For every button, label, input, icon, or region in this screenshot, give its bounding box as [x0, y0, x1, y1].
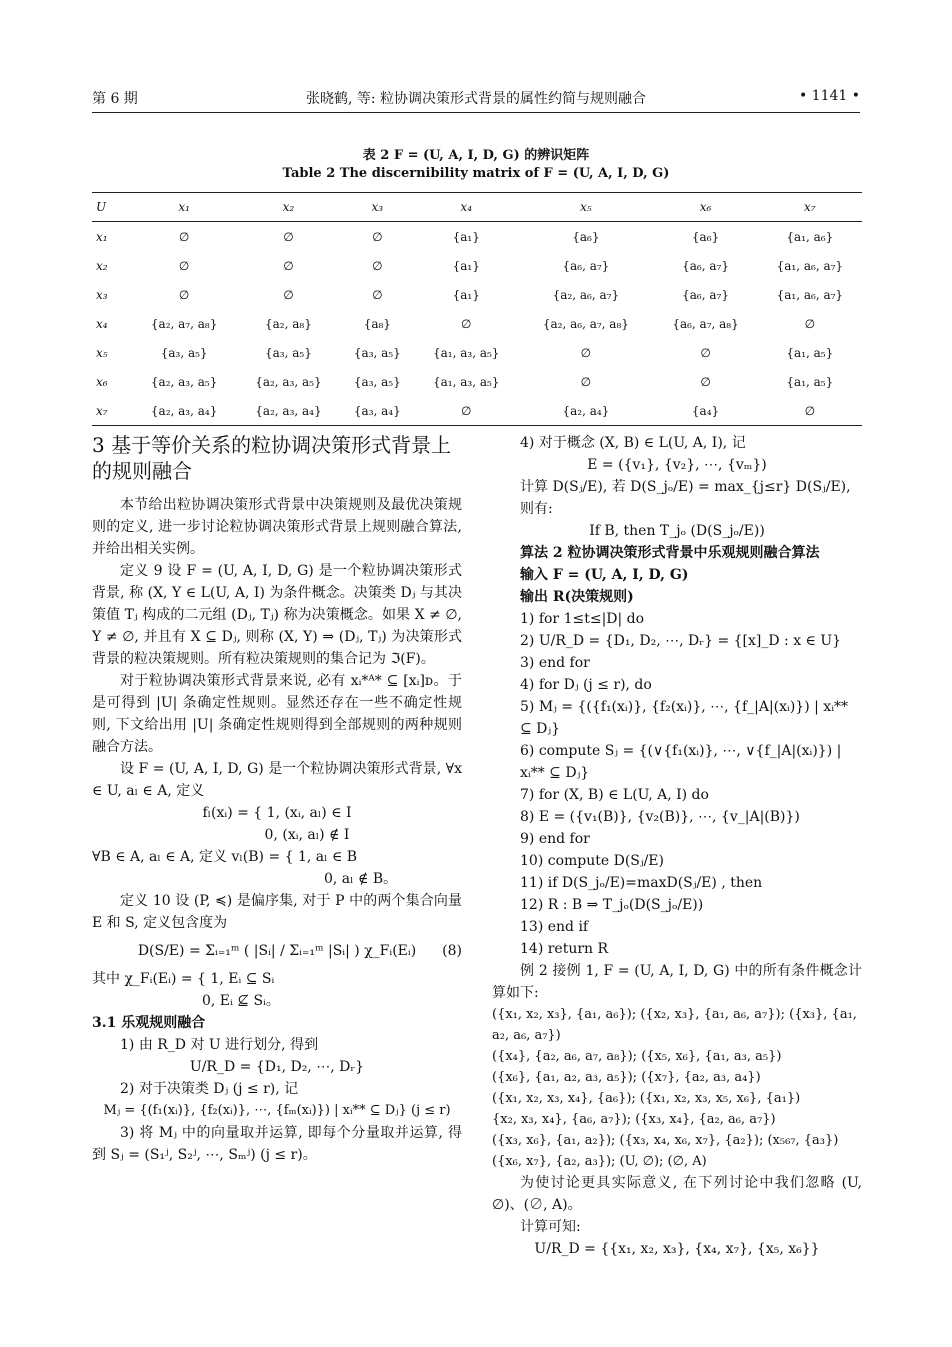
matrix-cell: {a₆, a₇} [682, 258, 729, 273]
matrix-cell: ∅ [460, 316, 472, 331]
calc-label: 计算可知: [520, 1219, 581, 1235]
matrix-cell: {a₁, a₆, a₇} [776, 258, 844, 273]
matrix-cell: {a₈} [363, 316, 391, 331]
matrix-cell: {a₆, a₇} [562, 258, 610, 273]
algorithm-output: 输出 R(决策规则) [520, 589, 634, 605]
algorithm-step: 8) E = ({v₁(B)}, {v₂(B)}, ⋯, {v_|A|(B)}) [520, 809, 800, 825]
subsection-3-1: 3.1 乐观规则融合 [92, 1015, 206, 1031]
row-header-cell: x₂ [96, 258, 108, 273]
paragraph-define-f: 设 F = (U, A, I, D, G) 是一个粒协调决策形式背景, ∀x ∈ U, aₗ ∈ A, 定义 [92, 761, 462, 799]
matrix-cell: {a₃, a₅} [353, 345, 401, 360]
matrix-cell: ∅ [283, 229, 294, 244]
f-equation-line2: 0, (xᵢ, aₗ) ∉ I [264, 827, 350, 843]
table-header-cell: x₅ [518, 193, 653, 222]
matrix-cell: {a₂, a₆, a₇} [552, 287, 620, 302]
algorithm-step: 10) compute D(Sⱼ/E) [520, 853, 664, 869]
step-4-rule: If B, then T_jₒ (D(S_jₒ/E)) [589, 523, 765, 539]
concept-line: {x₂, x₃, x₄}, {a₆, a₇}); ({x₃, x₄}, {a₂, a₆, a₇}) [492, 1112, 776, 1127]
definition-9: 定义 9 设 F = (U, A, I, D, G) 是一个粒协调决策形式背景, 称 (X, Y ∈ L(U, A, I) 为条件概念。决策类 Dⱼ 与其决策值 Tⱼ 构成的二元组 (Dⱼ, Tⱼ) 称为决策概念。如果 X ≠ ∅, Y ≠ ∅, 并且有 X ⊆ Dⱼ, 则称 (X, Y) ⇒ (Dⱼ, Tⱼ) 为决策形式背景的粒决策规则。所有粒决策规则的集合记为 ℑ(F)。 [92, 563, 462, 667]
step-3-text: 3) 将 Mⱼ 中的向量取并运算, 即每个分量取并运算, 得到 Sⱼ = (S₁ʲ, S₂ʲ, ⋯, Sₘʲ) (j ≤ r)。 [92, 1125, 462, 1163]
matrix-cell: {a₆, a₇, a₈} [672, 316, 739, 331]
algorithm-step: 1) for 1≤t≤|D| do [520, 611, 645, 627]
row-header-cell: x₄ [96, 316, 108, 331]
algorithm-step: 13) end if [520, 919, 589, 935]
calc-partition: U/R_D = {{x₁, x₂, x₃}, {x₄, x₇}, {x₅, x₆}} [534, 1241, 820, 1257]
step-2-text: 2) 对于决策类 Dⱼ (j ≤ r), 记 [120, 1081, 299, 1097]
algorithm-input: 输入 F = (U, A, I, D, G) [520, 567, 689, 583]
step-4-text: 4) 对于概念 (X, B) ∈ L(U, A, I), 记 [520, 435, 746, 451]
matrix-cell: {a₁, a₆, a₇} [776, 287, 844, 302]
matrix-cell: ∅ [758, 396, 862, 426]
algorithm-steps [492, 608, 862, 960]
issue-number: 第 6 期 [92, 91, 138, 107]
matrix-cell: {a₁, a₃, a₅} [433, 345, 500, 360]
table-header-cell: x₁ [132, 193, 236, 222]
table-caption-cn: 表 2 F = (U, A, I, D, G) 的辨识矩阵 [362, 148, 590, 163]
algorithm-step: 3) end for [520, 655, 590, 671]
left-column [92, 432, 462, 1166]
matrix-cell: {a₂, a₈} [265, 316, 312, 331]
chi-definition-line2: 0, Eᵢ ⊈ Sᵢ。 [202, 993, 280, 1009]
algorithm-step: 7) for (X, B) ∈ L(U, A, I) do [520, 787, 709, 803]
matrix-cell: ∅ [178, 229, 190, 244]
matrix-cell: ∅ [580, 374, 592, 389]
matrix-cell: {a₄} [653, 396, 757, 426]
matrix-cell: ∅ [372, 258, 383, 273]
concept-list [492, 1004, 862, 1172]
right-column [492, 432, 862, 1260]
algorithm-step: 12) R : B ⇒ T_jₒ(D(S_jₒ/E)) [520, 897, 704, 913]
v-equation-line2: 0, aₗ ∉ B。 [324, 871, 398, 887]
matrix-cell: {a₂, a₇, a₈} [150, 316, 218, 331]
intro-paragraph: 本节给出粒协调决策形式背景中决策规则及最优决策规则的定义, 进一步讨论粒协调决策形式背景上规则融合算法, 并给出相关实例。 [92, 497, 462, 557]
matrix-cell: ∅ [372, 287, 383, 302]
matrix-cell: {a₁, a₆} [786, 229, 834, 244]
equation-8-number: (8) [442, 943, 462, 959]
matrix-cell: {a₁} [452, 287, 480, 302]
matrix-cell: {a₂, a₃, a₅} [255, 374, 322, 389]
matrix-cell: {a₃, a₅} [160, 345, 208, 360]
concept-line: ({x₁, x₂, x₃, x₄}, {a₆}); ({x₁, x₂, x₃, x₅, x₆}, {a₁}) [492, 1091, 801, 1106]
matrix-cell: {a₁, a₅} [786, 345, 834, 360]
step-2-m-definition: Mⱼ = {(f₁(xᵢ)}, {f₂(xᵢ)}, ⋯, {fₘ(xᵢ)}) | xᵢ** ⊆ Dⱼ} (j ≤ r) [103, 1103, 451, 1118]
matrix-cell: {a₆} [572, 229, 600, 244]
matrix-cell: ∅ [580, 345, 592, 360]
step-4-compute: 计算 D(Sⱼ/E), 若 D(S_jₒ/E) = max_{j≤r} D(Sⱼ/E), 则有: [520, 479, 851, 517]
header-rule [92, 112, 860, 113]
matrix-cell: ∅ [372, 229, 383, 244]
chi-definition-line1: 其中 χ_Fᵢ(Eᵢ) = { 1, Eᵢ ⊆ Sᵢ [92, 971, 275, 987]
matrix-cell: ∅ [178, 287, 190, 302]
table-body [92, 222, 862, 426]
matrix-cell: {a₃, a₄} [341, 396, 415, 426]
matrix-cell: {a₆, a₇} [682, 287, 729, 302]
concept-line: ({x₆, x₇}, {a₂, a₃}); (U, ∅); (∅, A) [492, 1154, 707, 1169]
matrix-cell: ∅ [700, 374, 711, 389]
matrix-cell: ∅ [804, 316, 816, 331]
example-2: 例 2 接例 1, F = (U, A, I, D, G) 中的所有条件概念计算如下: [492, 963, 862, 1001]
page-header [92, 88, 860, 110]
table-header-cell: x₄ [414, 193, 518, 222]
algorithm-step: 5) Mⱼ = {({f₁(xᵢ)}, {f₂(xᵢ)}, ⋯, {f_|A|(xᵢ)}) | xᵢ** ⊆ Dⱼ} [520, 699, 849, 737]
matrix-cell: {a₃, a₅} [353, 374, 401, 389]
paragraph-ignore: 为使讨论更具实际意义, 在下列讨论中我们忽略 (U, ∅)、(∅, A)。 [492, 1175, 862, 1213]
table-row [92, 251, 862, 280]
section-title: 3 基于等价关系的粒协调决策形式背景上的规则融合 [92, 433, 452, 483]
table-header-cell: x₆ [653, 193, 757, 222]
definition-10: 定义 10 设 (P, ≼) 是偏序集, 对于 P 中的两个集合向量 E 和 S, 定义包含度为 [92, 893, 462, 931]
table-row [92, 367, 862, 396]
table-header-cell: x₃ [341, 193, 415, 222]
row-header-cell: x₇ [92, 396, 132, 426]
algorithm-2-title: 算法 2 粒协调决策形式背景中乐观规则融合算法 [520, 545, 820, 561]
matrix-cell: {a₁, a₅} [786, 374, 834, 389]
step-1-text: 1) 由 R_D 对 U 进行划分, 得到 [120, 1037, 319, 1053]
step-1-partition: U/R_D = {D₁, D₂, ⋯, Dᵣ} [189, 1059, 365, 1075]
v-equation-line1: ∀B ∈ A, aₗ ∈ A, 定义 vₗ(B) = { 1, aₗ ∈ B [92, 849, 358, 865]
algorithm-step: 14) return R [520, 941, 609, 957]
step-4-e-vector: E = ({v₁}, {v₂}, ⋯, {vₘ}) [587, 457, 767, 473]
concept-line: ({x₁, x₂, x₃}, {a₁, a₆}); ({x₂, x₃}, {a₁, a₆, a₇}); ({x₃}, {a₁, a₂, a₆, a₇}) [492, 1007, 857, 1043]
matrix-cell: {a₁} [452, 229, 480, 244]
table-caption-en: Table 2 The discernibility matrix of F = (U, A, I, D, G) [282, 166, 670, 181]
row-header-cell: x₃ [96, 287, 108, 302]
matrix-cell: {a₁} [452, 258, 480, 273]
matrix-cell: {a₆} [691, 229, 720, 244]
matrix-cell: {a₂, a₆, a₇, a₈} [542, 316, 629, 331]
row-header-cell: x₅ [96, 345, 108, 360]
table-row [92, 396, 862, 426]
table-header-cell: x₇ [758, 193, 862, 222]
discernibility-matrix-table [92, 192, 862, 426]
algorithm-step: 6) compute Sⱼ = {(∨{f₁(xᵢ)}, ⋯, ∨{f_|A|(xᵢ)}) | xᵢ** ⊆ Dⱼ} [520, 743, 842, 781]
equation-8 [92, 940, 462, 962]
table-header-cell: U [92, 193, 132, 222]
equation-8-body: D(S/E) = Σᵢ₌₁ᵐ ( |Sᵢ| / Σᵢ₌₁ᵐ |Sᵢ| ) χ_Fᵢ(Eᵢ) [137, 943, 417, 959]
table-row [92, 338, 862, 367]
table-header-row [92, 193, 862, 222]
matrix-cell: ∅ [700, 345, 711, 360]
algorithm-step: 2) U/R_D = {D₁, D₂, ⋯, Dᵣ} = {[x]_D : x ∈ U} [520, 633, 842, 649]
table-row [92, 309, 862, 338]
matrix-cell: ∅ [283, 258, 294, 273]
matrix-cell: {a₃, a₅} [265, 345, 312, 360]
algorithm-step: 9) end for [520, 831, 590, 847]
matrix-cell: {a₂, a₃, a₄} [132, 396, 236, 426]
f-equation-line1: fₗ(xᵢ) = { 1, (xᵢ, aₗ) ∈ I [202, 805, 352, 821]
algorithm-step: 11) if D(S_jₒ/E)=maxD(Sⱼ/E) , then [520, 875, 763, 891]
matrix-cell: {a₂, a₄} [518, 396, 653, 426]
matrix-cell: {a₂, a₃, a₅} [150, 374, 218, 389]
row-header-cell: x₆ [96, 374, 108, 389]
algorithm-step: 4) for Dⱼ (j ≤ r), do [520, 677, 652, 693]
concept-line: ({x₆}, {a₁, a₂, a₃, a₅}); ({x₇}, {a₂, a₃, a₄}) [492, 1070, 761, 1085]
concept-line: ({x₃, x₆}, {a₁, a₂}); ({x₃, x₄, x₆, x₇}, {a₂}); (x₅₆₇, {a₃}) [492, 1133, 839, 1148]
table-row [92, 222, 862, 252]
matrix-cell: ∅ [283, 287, 294, 302]
concept-line: ({x₄}, {a₂, a₆, a₇, a₈}); ({x₅, x₆}, {a₁, a₃, a₅}) [492, 1049, 782, 1064]
running-title: 张晓鹤, 等: 粒协调决策形式背景的属性约简与规则融合 [305, 91, 647, 107]
matrix-cell: ∅ [178, 258, 190, 273]
table-row [92, 280, 862, 309]
matrix-cell: ∅ [414, 396, 518, 426]
row-header-cell: x₁ [96, 229, 108, 244]
page-number: • 1141 • [798, 88, 860, 104]
table-header-cell: x₂ [236, 193, 340, 222]
matrix-cell: {a₂, a₃, a₄} [236, 396, 340, 426]
matrix-cell: {a₁, a₃, a₅} [433, 374, 500, 389]
paragraph-certain-rules: 对于粒协调决策形式背景来说, 必有 xᵢ*ᴬ* ⊆ [xᵢ]ᴅ。于是可得到 |U| 条确定性规则。显然还存在一些不确定性规则, 下文给出用 |U| 条确定性规则得到全部规则的两种规则融合方法。 [92, 673, 462, 755]
